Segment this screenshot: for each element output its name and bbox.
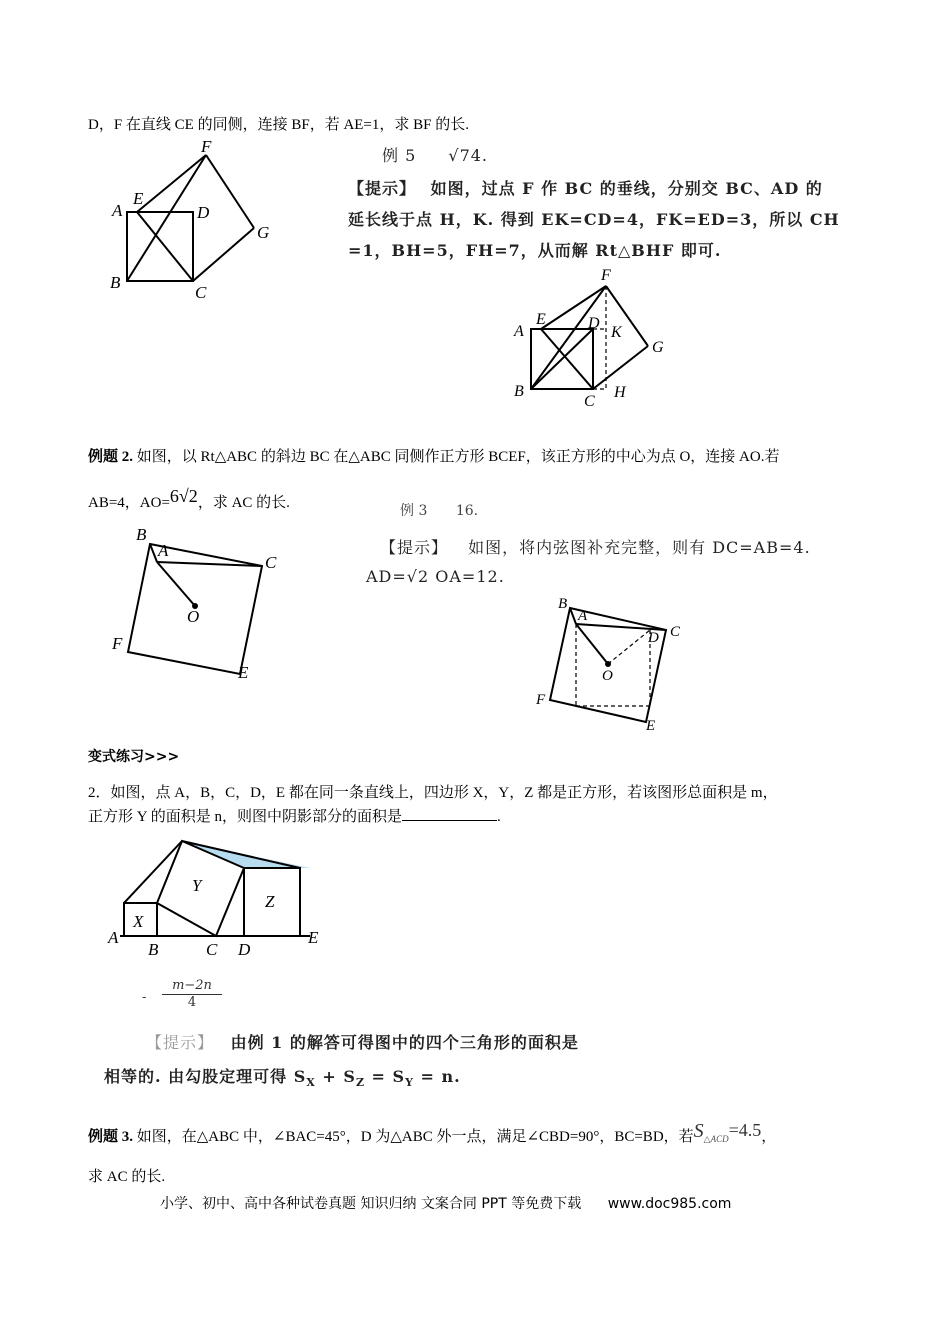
footer-text: 小学、初中、高中各种试卷真题 知识归纳 文案合同 PPT 等免费下载 [160, 1196, 582, 1212]
equals-n: = n. [413, 1067, 461, 1086]
variant-title: 变式练习>>> [88, 749, 180, 765]
label-F: F [201, 138, 212, 156]
variant-q-line2 [88, 805, 501, 828]
example2-line2 [88, 486, 290, 514]
label-E: E [536, 311, 546, 328]
label-Z: Z [265, 892, 275, 911]
sub-y: Y [405, 1076, 414, 1090]
ex5-hint-text1: 如图，过点 F 作 BC 的垂线，分别交 BC、AD 的 [430, 179, 823, 198]
sub-z: Z [355, 1076, 365, 1090]
example2-label: 例题 2. [88, 449, 134, 465]
answer-blank[interactable] [402, 805, 497, 821]
label-D: D [197, 203, 210, 222]
equals: = S [364, 1067, 406, 1086]
label-E: E [308, 928, 319, 947]
example3-label: 例题 3. [88, 1129, 134, 1145]
label-K: K [611, 324, 622, 341]
label-C: C [206, 940, 218, 959]
label-A: A [578, 608, 588, 624]
example3-end: ， [761, 1129, 777, 1145]
sub-x: X [306, 1076, 316, 1090]
ex5-hint-line2: 延长线于点 H，K. 得到 EK=CD=4，FK=ED=3，所以 CH [348, 210, 840, 229]
example3-line1 [88, 1120, 777, 1153]
label-D: D [588, 315, 600, 332]
label-X: X [133, 912, 144, 931]
plus: + S [315, 1067, 356, 1086]
label-F: F [112, 634, 123, 653]
ex3-hint-tag: 【提示】 [380, 538, 449, 557]
figure-5 [100, 835, 340, 965]
variant-q-line1: 2．如图，点 A，B，C，D，E 都在同一条直线上，四边形 X，Y，Z 都是正方形，若该图形总面积是 m， [88, 785, 778, 801]
label-C: C [584, 393, 595, 406]
label-B: B [514, 383, 524, 400]
variant-q-end: . [497, 809, 501, 825]
variant-hint-text1: 由例 1 的解答可得图中的四个三角形的面积是 [230, 1033, 579, 1052]
s-sub: △ACD [703, 1134, 729, 1144]
label-F: F [536, 692, 546, 708]
label-D: D [648, 630, 659, 646]
ex3-hint-text1: 如图，将内弦图补充完整，则有 DC=AB=4. [468, 538, 811, 557]
answer-numerator: m−2n [162, 978, 222, 995]
label-C: C [265, 553, 277, 572]
ex3-header [400, 500, 478, 520]
label-G: G [257, 223, 270, 242]
footer [160, 1193, 731, 1213]
ex5-hint-line1 [348, 176, 823, 199]
label-D: D [238, 940, 251, 959]
label-B: B [110, 273, 121, 292]
figure-3 [100, 518, 300, 688]
ex5-hint-tag: 【提示】 [348, 179, 417, 198]
label-Y: Y [192, 876, 202, 895]
example2-line1 [88, 446, 779, 468]
ex5-label: 例 5 [382, 146, 417, 165]
label-B: B [148, 940, 159, 959]
label-G: G [652, 339, 664, 356]
example2-text2: AB=4，AO= [88, 495, 170, 511]
label-F: F [601, 267, 611, 284]
label-A: A [112, 201, 123, 220]
label-H: H [614, 384, 626, 401]
label-C: C [670, 624, 681, 640]
label-E: E [133, 189, 144, 208]
ex3-answer: 16. [455, 503, 479, 519]
label-C: C [195, 283, 207, 298]
example2-text1: 如图，以 Rt△ABC 的斜边 BC 在△ABC 同侧作正方形 BCEF，该正方形的中心为点 O，连接 AO.若 [136, 449, 780, 465]
example2-text3: ，求 AC 的长. [197, 495, 290, 511]
figure-2 [508, 266, 688, 406]
label-A: A [158, 541, 169, 560]
label-A: A [514, 323, 524, 340]
variant-q-text2: 正方形 Y 的面积是 n，则图中阴影部分的面积是 [88, 809, 403, 825]
ex5-hint-line3: =1，BH=5，FH=7，从而解 Rt△BHF 即可. [348, 241, 722, 260]
figure-4 [528, 594, 698, 734]
variant-hint-line2 [104, 1064, 461, 1089]
variant-hint-tag: 【提示】 [146, 1033, 215, 1052]
ex3-hint-line2: AD=√2 OA=12. [366, 567, 505, 586]
label-B: B [558, 596, 568, 612]
label-E: E [646, 718, 656, 734]
s-symbol: S [693, 1120, 704, 1142]
ex3-label: 例 3 [400, 503, 428, 519]
ex3-hint-line1 [380, 535, 811, 558]
variant-hint-text2: 相等的. 由勾股定理可得 S [104, 1067, 307, 1086]
figure-1 [100, 138, 290, 298]
variant-hint-line1 [146, 1030, 579, 1053]
label-B: B [136, 525, 147, 544]
ex5-header [382, 143, 488, 166]
label-A: A [108, 928, 119, 947]
example3-text1: 如图，在△ABC 中，∠BAC=45°，D 为△ABC 外一点，满足∠CBD=90°，BC=BD，若 [136, 1129, 694, 1145]
s-value: =4.5 [728, 1120, 762, 1140]
intro-line: D，F 在直线 CE 的同侧，连接 BF，若 AE=1，求 BF 的长. [88, 117, 469, 133]
example3-line2: 求 AC 的长. [88, 1169, 166, 1185]
point-O [605, 661, 611, 667]
ex5-answer: √74. [448, 146, 489, 165]
ao-value: 6√2 [169, 486, 198, 506]
label-O: O [187, 607, 200, 626]
answer-denominator: 4 [187, 995, 197, 1010]
label-E: E [238, 663, 249, 682]
footer-url[interactable]: www.doc985.com [607, 1196, 732, 1212]
label-O: O [602, 668, 613, 684]
